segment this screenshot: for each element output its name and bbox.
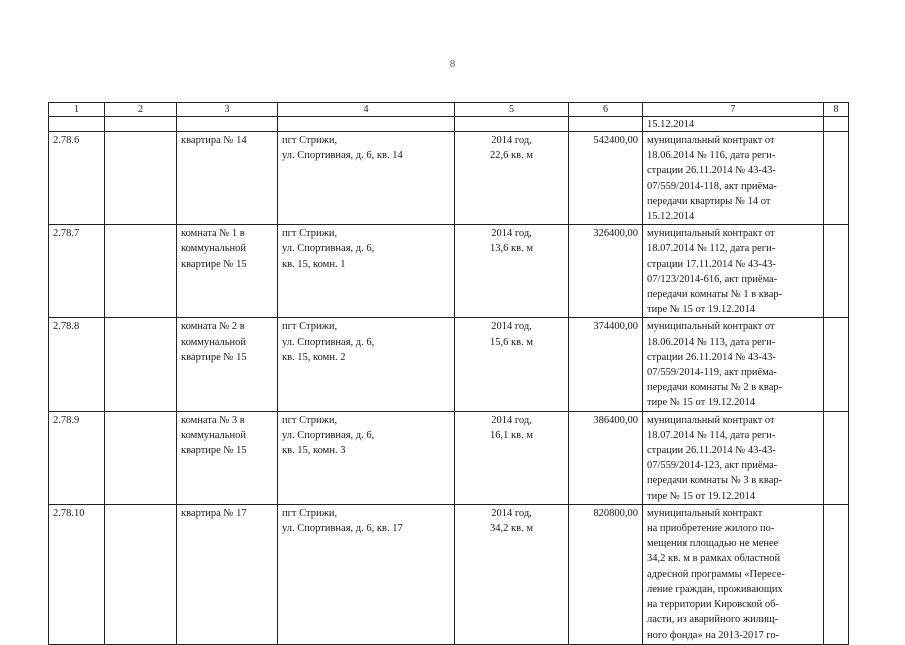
basis-cell: 15.12.2014 [643,117,824,132]
object-name-line: комната № 1 в [181,228,245,240]
table-cell [455,117,569,132]
empty-cell [824,225,849,318]
year-area-line: 2014 год, [491,135,532,146]
basis-line: страции 17.11.2014 № 43-43- [647,258,776,270]
cost-cell: 386400,00 [569,411,643,504]
year-area-line: 16,1 кв. м [490,429,533,441]
basis-line: 18.06.2014 № 116, дата реги- [647,150,776,162]
object-name-cell [177,411,278,504]
basis-line: страции 26.11.2014 № 43-43- [647,351,776,363]
object-name-line: квартире № 15 [181,445,247,457]
object-name-line: коммунальной [181,429,247,441]
table-row [49,318,849,411]
header-row [49,103,849,117]
basis-line: муниципальный контракт от [647,135,775,146]
page-number: 8 [449,58,456,70]
basis-line: муниципальный контракт [647,507,763,519]
object-name-line: квартире № 15 [181,351,247,363]
object-name-line: квартира № 17 [181,507,247,519]
basis-line: муниципальный контракт от [647,414,775,426]
object-name-line: коммунальной [181,243,247,255]
table-row [49,504,849,644]
basis-line: передачи комнаты № 2 в квар- [647,382,783,394]
address-cell [278,225,455,318]
empty-cell [105,225,177,318]
row-number-cell: 2.78.7 [49,225,105,318]
header-cell: 5 [455,103,569,117]
basis-line: муниципальный контракт от [647,228,775,240]
basis-line: на территории Кировской об- [647,599,779,611]
empty-cell [824,318,849,411]
address-line: кв. 15, комн. 3 [282,445,346,457]
year-area-cell [455,132,569,225]
year-area-line: 22,6 кв. м [490,150,533,162]
empty-cell [105,411,177,504]
basis-line: 18.07.2014 № 114, дата реги- [647,429,776,441]
address-cell [278,411,455,504]
address-line: ул. Спортивная, д. 6, [282,336,375,348]
address-line: кв. 15, комн. 1 [282,258,346,270]
basis-line: передачи комнаты № 3 в квар- [647,475,783,487]
address-line: пгт Стрижи, [282,414,338,426]
basis-cell [643,225,824,318]
object-name-cell [177,318,278,411]
basis-line: 18.07.2014 № 112, дата реги- [647,243,776,255]
table-cell [278,117,455,132]
basis-cell [643,411,824,504]
header-cell: 2 [105,103,177,117]
basis-line: страции 26.11.2014 № 43-43- [647,445,776,457]
address-line: ул. Спортивная, д. 6, кв. 14 [282,150,403,162]
address-line: ул. Спортивная, д. 6, кв. 17 [282,523,403,535]
empty-cell [824,504,849,644]
property-registry-table [48,102,849,645]
year-area-line: 2014 год, [491,321,532,333]
basis-line: 34,2 кв. м в рамках областной [647,553,781,565]
row-number-cell: 2.78.10 [49,504,105,644]
year-area-line: 15,6 кв. м [490,336,533,348]
address-line: пгт Стрижи, [282,135,338,146]
year-area-cell [455,504,569,644]
year-area-line: 34,2 кв. м [490,523,533,535]
object-name-line: комната № 2 в [181,321,245,333]
address-line: пгт Стрижи, [282,507,338,519]
table-cell [177,117,278,132]
basis-line: на приобретение жилого по- [647,523,775,535]
basis-line: тире № 15 от 19.12.2014 [647,304,756,316]
year-area-line: 13,6 кв. м [490,243,533,255]
row-number-cell: 2.78.9 [49,411,105,504]
address-line: пгт Стрижи, [282,321,338,333]
empty-cell [105,318,177,411]
basis-cell [643,132,824,225]
basis-line: страции 26.11.2014 № 43-43- [647,165,776,177]
basis-line: передачи квартиры № 14 от [647,195,771,207]
basis-line: 07/559/2014-123, акт приёма- [647,460,778,472]
header-cell: 4 [278,103,455,117]
table-row [49,132,849,225]
address-line: кв. 15, комн. 2 [282,351,346,363]
empty-cell [105,504,177,644]
basis-line: ласти, из аварийного жилищ- [647,614,779,626]
address-line: ул. Спортивная, д. 6, [282,243,375,255]
address-cell [278,132,455,225]
header-cell: 3 [177,103,278,117]
object-name-line: квартире № 15 [181,258,247,270]
table-row [49,225,849,318]
basis-cell [643,504,824,644]
header-cell: 6 [569,103,643,117]
table-cell [105,117,177,132]
row-number-cell: 2.78.6 [49,132,105,225]
header-cell: 1 [49,103,105,117]
header-cell: 7 [643,103,824,117]
table-cell [49,117,105,132]
year-area-line: 2014 год, [491,507,532,519]
table-cell [824,117,849,132]
object-name-cell [177,504,278,644]
basis-line: тире № 15 от 19.12.2014 [647,397,756,409]
object-name-cell [177,225,278,318]
address-line: ул. Спортивная, д. 6, [282,429,375,441]
year-area-line: 2014 год, [491,414,532,426]
cost-cell: 820800,00 [569,504,643,644]
row-number-cell: 2.78.8 [49,318,105,411]
table-cell [569,117,643,132]
basis-line: мещения площадью не менее [647,538,779,550]
address-cell [278,318,455,411]
basis-line: муниципальный контракт от [647,321,775,333]
basis-line: 18.06.2014 № 113, дата реги- [647,336,776,348]
object-name-cell [177,132,278,225]
empty-cell [824,411,849,504]
basis-cell [643,318,824,411]
object-name-line: комната № 3 в [181,414,245,426]
header-cell: 8 [824,103,849,117]
table-body [49,103,849,645]
basis-line: ление граждан, проживающих [647,583,783,595]
empty-cell [824,132,849,225]
year-area-cell [455,225,569,318]
cost-cell: 542400,00 [569,132,643,225]
year-area-line: 2014 год, [491,228,532,240]
empty-cell [105,132,177,225]
basis-line: 07/123/2014-616, акт приёма- [647,273,778,285]
address-cell [278,504,455,644]
basis-line: тире № 15 от 19.12.2014 [647,490,756,502]
year-area-cell [455,318,569,411]
cost-cell: 326400,00 [569,225,643,318]
basis-line: 07/559/2014-118, акт приёма- [647,180,777,192]
basis-line: 07/559/2014-119, акт приёма- [647,367,777,379]
object-name-line: квартира № 14 [181,135,247,146]
basis-line: ного фонда» на 2013-2017 го- [647,629,780,641]
table-row [49,411,849,504]
year-area-cell [455,411,569,504]
object-name-line: коммунальной [181,336,247,348]
basis-line: передачи комнаты № 1 в квар- [647,289,783,301]
continuation-row [49,117,849,132]
cost-cell: 374400,00 [569,318,643,411]
address-line: пгт Стрижи, [282,228,338,240]
basis-line: адресной программы «Пересе- [647,568,785,580]
basis-line: 15.12.2014 [647,211,695,223]
